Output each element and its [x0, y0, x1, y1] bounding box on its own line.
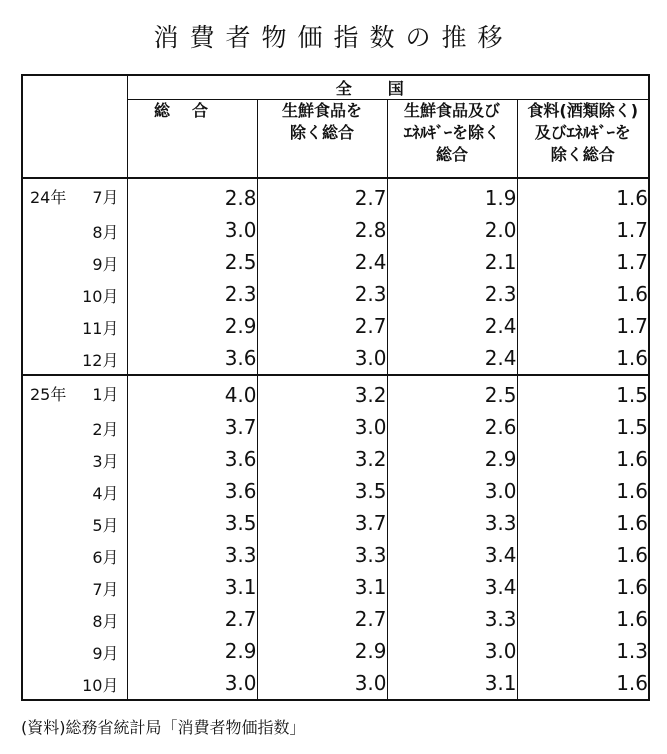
value-cell: 1.5 — [616, 383, 648, 407]
value-cell: 3.7 — [127, 411, 257, 443]
value-cell: 3.3 — [257, 539, 387, 571]
value-cell: 3.6 — [127, 342, 257, 375]
column-header — [127, 100, 257, 179]
table-row — [22, 178, 649, 214]
table-row — [22, 667, 649, 700]
value-cell: 1.7 — [616, 250, 648, 274]
value-cell: 2.5 — [127, 246, 257, 278]
value-cell: 3.1 — [127, 571, 257, 603]
column-header-line: 除く総合 — [289, 123, 354, 142]
value-cell: 2.9 — [257, 635, 387, 667]
page-title: 消費者物価指数の推移 — [153, 23, 514, 52]
row-label — [22, 310, 127, 342]
table-row — [22, 507, 649, 539]
region-header: 全国 — [127, 75, 649, 100]
value-cell: 2.9 — [127, 310, 257, 342]
value-cell: 3.5 — [257, 475, 387, 507]
column-header — [387, 100, 517, 179]
row-label — [22, 635, 127, 667]
month-label: 11月 — [82, 319, 119, 338]
year-label: 24年 — [30, 188, 67, 207]
table-row — [22, 278, 649, 310]
corner-cell — [22, 75, 127, 178]
month-label: 1月 — [92, 385, 119, 404]
value-cell: 3.3 — [387, 603, 517, 635]
value-cell: 3.4 — [387, 539, 517, 571]
month-label: 8月 — [92, 223, 119, 242]
month-label: 10月 — [82, 676, 119, 695]
value-cell: 2.7 — [127, 603, 257, 635]
column-header-line: 生鮮食品及び — [403, 101, 500, 120]
value-cell: 3.1 — [257, 571, 387, 603]
row-label — [22, 214, 127, 246]
month-label: 12月 — [82, 351, 119, 370]
table-row — [22, 443, 649, 475]
value-cell: 1.6 — [616, 575, 648, 599]
cpi-table — [21, 74, 650, 701]
table-row — [22, 411, 649, 443]
row-label — [22, 571, 127, 603]
value-cell: 1.6 — [616, 186, 648, 210]
value-cell: 3.5 — [127, 507, 257, 539]
value-cell: 1.7 — [616, 314, 648, 338]
value-cell: 1.6 — [616, 511, 648, 535]
row-label — [22, 443, 127, 475]
month-label: 9月 — [92, 644, 119, 663]
value-cell: 2.7 — [257, 603, 387, 635]
value-cell: 3.0 — [257, 667, 387, 700]
value-cell: 3.4 — [387, 571, 517, 603]
value-cell: 3.0 — [127, 667, 257, 700]
value-cell: 1.6 — [616, 543, 648, 567]
value-cell: 3.6 — [127, 475, 257, 507]
column-header-line: 食料(酒類除く) — [527, 101, 639, 120]
column-header — [517, 100, 649, 179]
row-label — [22, 667, 127, 700]
row-label — [22, 246, 127, 278]
value-cell: 2.1 — [387, 246, 517, 278]
table-row — [22, 571, 649, 603]
value-cell: 2.3 — [257, 278, 387, 310]
row-label — [22, 475, 127, 507]
value-cell: 2.4 — [387, 342, 517, 375]
value-cell: 1.6 — [616, 607, 648, 631]
year-label: 25年 — [30, 385, 67, 404]
value-cell: 1.5 — [616, 415, 648, 439]
row-label — [22, 507, 127, 539]
value-cell: 3.2 — [257, 375, 387, 411]
row-label — [22, 342, 127, 375]
value-cell: 3.0 — [127, 214, 257, 246]
value-cell: 2.3 — [387, 278, 517, 310]
value-cell: 1.6 — [616, 479, 648, 503]
value-cell: 2.7 — [257, 178, 387, 214]
column-header-line: 生鮮食品を — [281, 101, 362, 120]
month-label: 10月 — [82, 287, 119, 306]
table-row — [22, 375, 649, 411]
table-row — [22, 539, 649, 571]
table-row — [22, 246, 649, 278]
value-cell: 2.7 — [257, 310, 387, 342]
value-cell: 2.3 — [127, 278, 257, 310]
row-label — [22, 539, 127, 571]
value-cell: 1.3 — [616, 639, 648, 663]
column-header-line: 総合 — [435, 145, 468, 164]
month-label: 3月 — [92, 452, 119, 471]
value-cell: 3.0 — [257, 411, 387, 443]
value-cell: 2.9 — [127, 635, 257, 667]
column-header — [257, 100, 387, 179]
value-cell: 3.7 — [257, 507, 387, 539]
month-label: 2月 — [92, 420, 119, 439]
source-note: (資料)総務省統計局「消費者物価指数」 — [21, 718, 306, 737]
month-label: 4月 — [92, 484, 119, 503]
value-cell: 2.4 — [257, 246, 387, 278]
column-header-line: 及びｴﾈﾙｷﾞｰを — [534, 123, 631, 142]
value-cell: 3.2 — [257, 443, 387, 475]
value-cell: 1.6 — [517, 342, 649, 375]
value-cell: 3.3 — [387, 507, 517, 539]
value-cell: 3.0 — [387, 475, 517, 507]
value-cell: 1.9 — [387, 178, 517, 214]
value-cell: 2.4 — [387, 310, 517, 342]
value-cell: 3.1 — [387, 667, 517, 700]
column-header-text: 総合 — [153, 101, 230, 120]
month-label: 7月 — [92, 188, 119, 207]
table-row — [22, 603, 649, 635]
row-label — [22, 603, 127, 635]
month-label: 8月 — [92, 612, 119, 631]
value-cell: 3.0 — [387, 635, 517, 667]
month-label: 7月 — [92, 580, 119, 599]
value-cell: 3.0 — [257, 342, 387, 375]
value-cell: 1.6 — [616, 282, 648, 306]
value-cell: 1.6 — [616, 447, 648, 471]
month-label: 6月 — [92, 548, 119, 567]
row-label — [22, 278, 127, 310]
table-row — [22, 310, 649, 342]
value-cell: 3.6 — [127, 443, 257, 475]
row-label — [22, 411, 127, 443]
row-label — [22, 178, 127, 214]
month-label: 5月 — [92, 516, 119, 535]
table-row — [22, 635, 649, 667]
value-cell: 3.3 — [127, 539, 257, 571]
table-row — [22, 214, 649, 246]
column-header-line: 除く総合 — [550, 145, 615, 164]
column-header-line: ｴﾈﾙｷﾞｰを除く — [403, 123, 500, 142]
table-row — [22, 475, 649, 507]
value-cell: 2.6 — [387, 411, 517, 443]
row-label — [22, 375, 127, 411]
table-row — [22, 342, 649, 375]
value-cell: 2.9 — [387, 443, 517, 475]
value-cell: 2.8 — [257, 214, 387, 246]
value-cell: 1.7 — [616, 218, 648, 242]
value-cell: 2.0 — [387, 214, 517, 246]
value-cell: 1.6 — [616, 671, 648, 695]
value-cell: 4.0 — [127, 375, 257, 411]
value-cell: 2.8 — [127, 178, 257, 214]
month-label: 9月 — [92, 255, 119, 274]
value-cell: 2.5 — [387, 375, 517, 411]
